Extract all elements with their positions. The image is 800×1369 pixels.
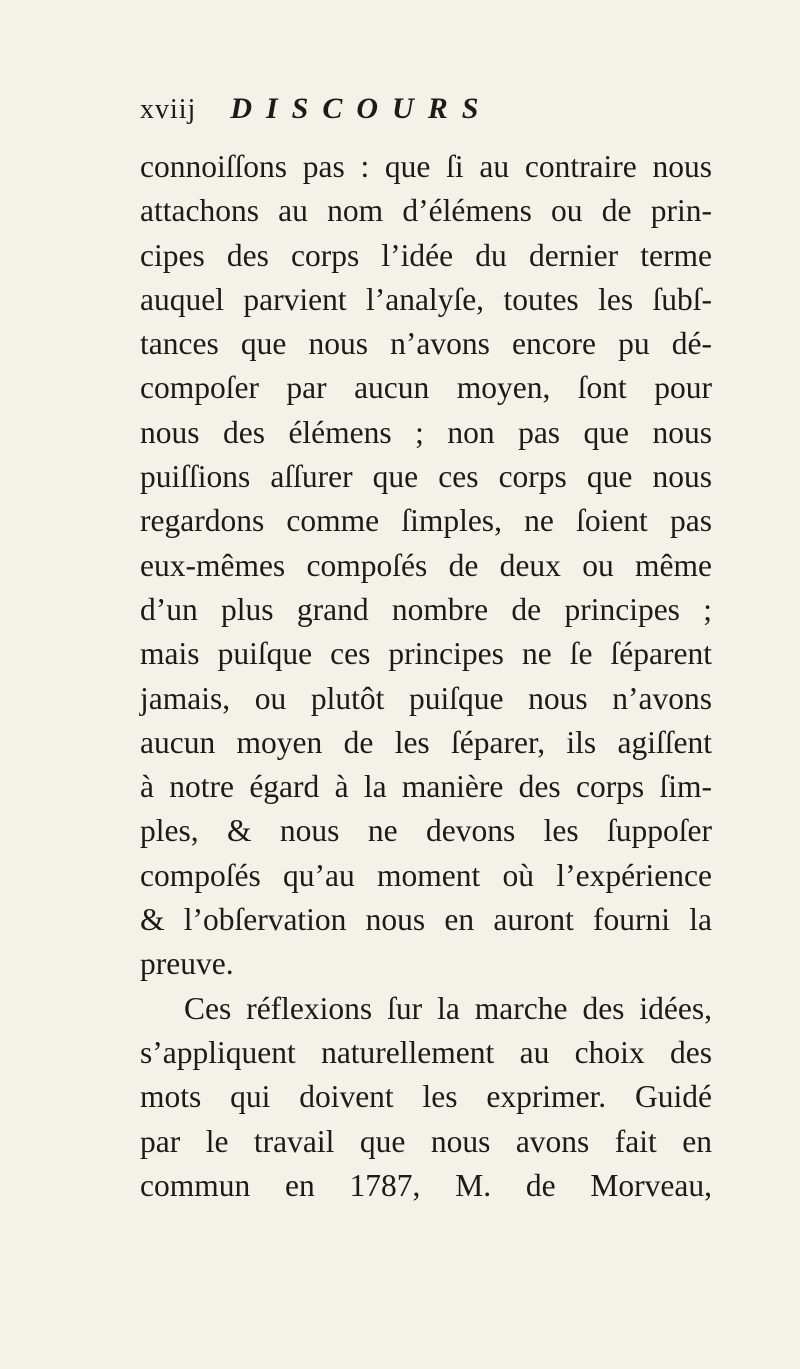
text-line: & l’obſervation nous en auront fourni la bbox=[140, 902, 712, 938]
body-text bbox=[140, 145, 712, 1208]
text-line: commun en 1787, M. de Morveau, bbox=[140, 1167, 712, 1203]
text-line: s’appliquent naturellement au choix des bbox=[140, 1034, 712, 1070]
text-line: d’un plus grand nombre de principes ; bbox=[140, 591, 712, 627]
text-line: compoſés qu’au moment où l’expérience bbox=[140, 857, 712, 893]
text-line: par le travail que nous avons fait en bbox=[140, 1123, 712, 1159]
text-line: puiſſions aſſurer que ces corps que nous bbox=[140, 459, 712, 495]
running-title: DISCOURS bbox=[230, 92, 493, 125]
page-header bbox=[140, 92, 700, 132]
text-line: connoiſſons pas : que ſi au contraire nous bbox=[140, 149, 712, 184]
text-line: ples, & nous ne devons les ſuppoſer bbox=[140, 813, 712, 849]
text-line: tances que nous n’avons encore pu dé- bbox=[140, 326, 712, 362]
page-number: xviij bbox=[140, 94, 197, 125]
text-line: aucun moyen de les ſéparer, ils agiſſent bbox=[140, 724, 712, 760]
text-line: à notre égard à la manière des corps ſim- bbox=[140, 769, 712, 805]
text-line: jamais, ou plutôt puiſque nous n’avons bbox=[140, 680, 712, 716]
text-line: cipes des corps l’idée du dernier terme bbox=[140, 237, 712, 273]
text-line: regardons comme ſimples, ne ſoient pas bbox=[140, 503, 712, 539]
paragraph-first-line: Ces réflexions ſur la marche des idées, bbox=[184, 990, 712, 1026]
text-line: mais puiſque ces principes ne ſe ſéparent bbox=[140, 636, 712, 672]
text-line: compoſer par aucun moyen, ſont pour bbox=[140, 370, 712, 406]
text-line: attachons au nom d’élémens ou de prin- bbox=[140, 193, 712, 229]
text-line: preuve. bbox=[140, 946, 234, 982]
text-line: mots qui doivent les exprimer. Guidé bbox=[140, 1079, 712, 1115]
text-line: eux-mêmes compoſés de deux ou même bbox=[140, 547, 712, 583]
text-line: nous des élémens ; non pas que nous bbox=[140, 414, 712, 450]
text-line: auquel parvient l’analyſe, toutes les ſubſ- bbox=[140, 281, 712, 317]
